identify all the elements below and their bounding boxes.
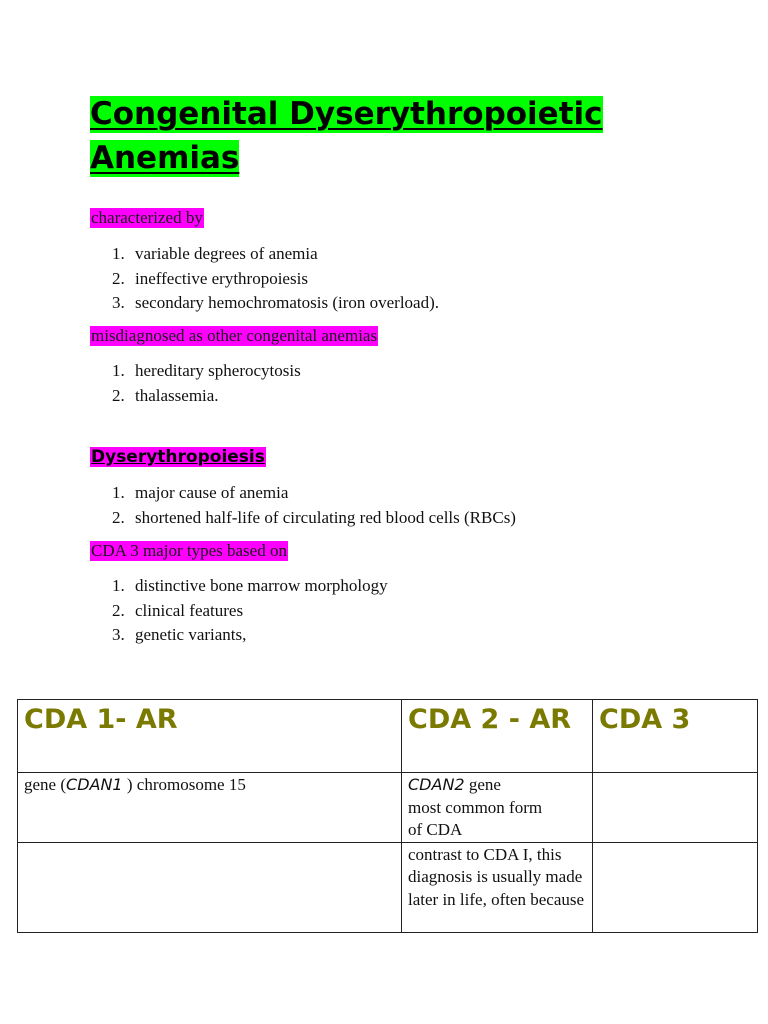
list-item: 3. secondary hemochromatosis (iron overload).	[112, 293, 440, 312]
table-cell	[593, 773, 758, 843]
list-item: 1. major cause of anemia	[112, 483, 289, 502]
list-item: 3. genetic variants,	[112, 625, 247, 644]
gene-name: CDAN1	[66, 775, 123, 794]
table-cell: gene (CDAN1 ) chromosome 15	[18, 773, 402, 843]
table-cell	[593, 842, 758, 932]
table-row	[18, 842, 758, 932]
section-label: CDA 3 major types based on	[91, 541, 287, 560]
list-item: 2. clinical features	[112, 600, 244, 620]
table-cell: CDAN2 gene most common form of CDA	[402, 773, 593, 843]
numbered-list	[90, 481, 730, 530]
section-cda-types	[90, 541, 730, 648]
numbered-list	[90, 574, 730, 648]
list-item: 2. ineffective erythropoiesis	[112, 268, 308, 288]
section-heading: Dyserythropoiesis	[91, 447, 265, 467]
list-item: 1. hereditary spherocytosis	[112, 361, 301, 380]
section-misdiagnosed	[90, 326, 730, 408]
table-header-cda3: CDA 3	[593, 700, 758, 773]
list-item: 1. distinctive bone marrow morphology	[112, 576, 388, 595]
table-header-cda1: CDA 1- AR	[18, 700, 402, 773]
numbered-list	[90, 359, 730, 408]
cda-table	[17, 699, 758, 933]
section-dyserythropoiesis	[90, 447, 730, 530]
list-item: 1. variable degrees of anemia	[112, 244, 318, 263]
page-title	[90, 92, 670, 180]
table-row	[18, 773, 758, 843]
list-item: 2. shortened half-life of circulating red blood cells (RBCs)	[112, 507, 516, 527]
table-cell	[18, 842, 402, 932]
title-line-2: Anemias	[90, 140, 240, 176]
table-header-cda2: CDA 2 - AR	[402, 700, 593, 773]
numbered-list	[90, 242, 730, 316]
section-label: misdiagnosed as other congenital anemias	[91, 326, 378, 345]
section-label: characterized by	[91, 208, 203, 227]
section-characterized-by	[90, 208, 730, 316]
table-cell: contrast to CDA I, this diagnosis is usually made later in life, often because	[402, 842, 593, 932]
gene-name: CDAN2	[408, 775, 465, 794]
title-line-1: Congenital Dyserythropoietic	[90, 96, 603, 132]
table-header-row	[18, 700, 758, 773]
list-item: 2. thalassemia.	[112, 385, 219, 405]
